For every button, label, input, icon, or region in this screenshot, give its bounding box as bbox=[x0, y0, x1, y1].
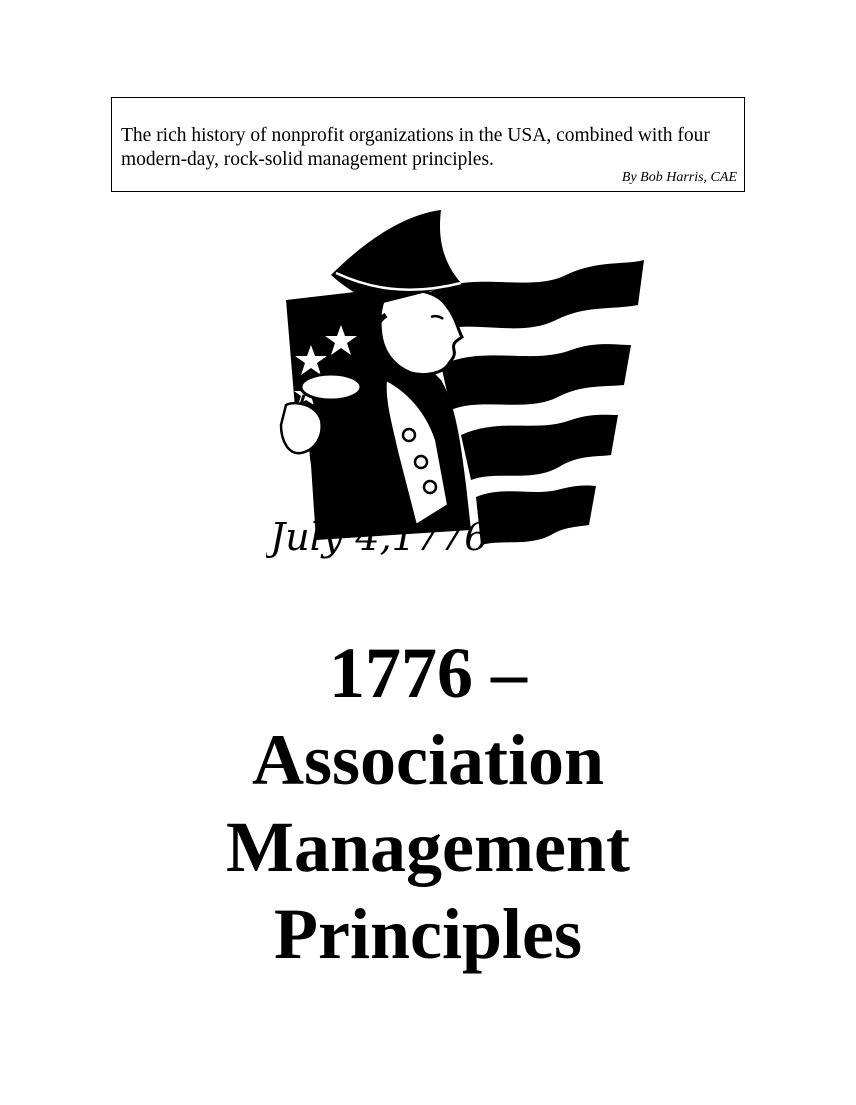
document-title bbox=[0, 630, 856, 978]
date-caption: July 4,1776 bbox=[270, 515, 489, 559]
summary-box bbox=[111, 97, 745, 192]
soldier-figure bbox=[281, 351, 471, 540]
illustration-svg bbox=[266, 205, 648, 567]
author-byline: By Bob Harris, CAE bbox=[621, 170, 737, 185]
title-line-3: Management bbox=[226, 807, 630, 887]
summary-text: The rich history of nonprofit organizations in the USA, combined with four modern-day, rock-solid management principles. bbox=[121, 125, 710, 170]
title-line-2: Association bbox=[251, 720, 605, 800]
title-line-1: 1776 – bbox=[329, 633, 527, 713]
title-line-4: Principles bbox=[274, 894, 582, 974]
colonial-soldier-flag-illustration bbox=[266, 205, 648, 567]
